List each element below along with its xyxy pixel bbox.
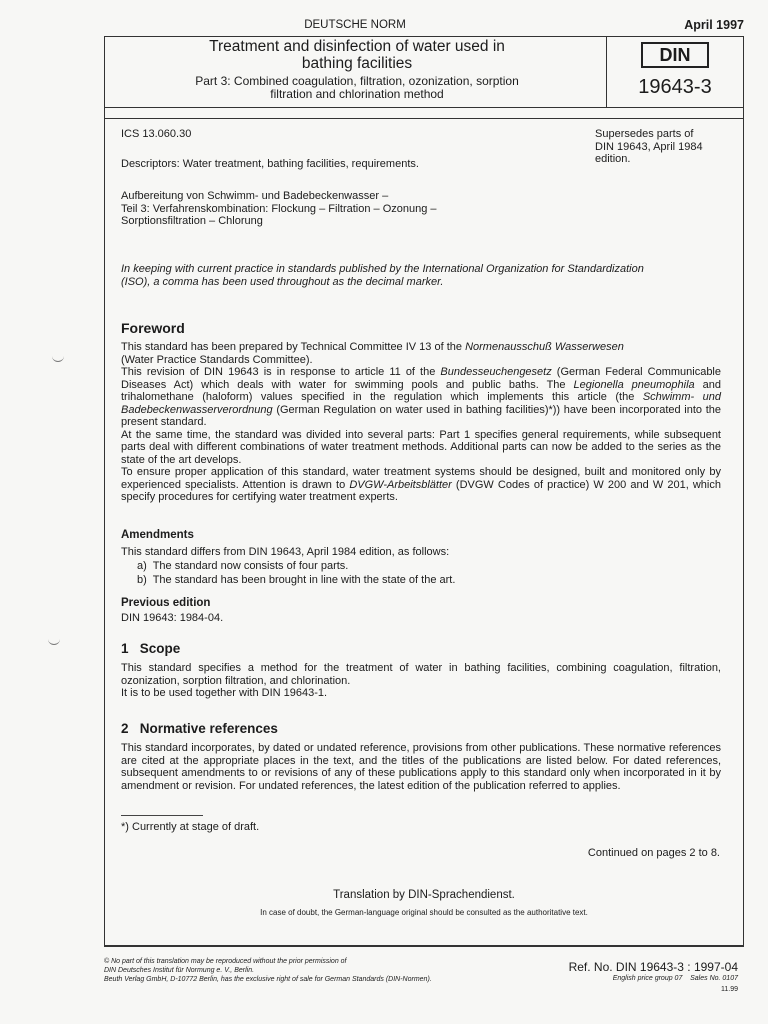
german-line-3: Sorptionsfiltration – Chlorung — [121, 215, 263, 227]
part-line-1: Part 3: Combined coagulation, filtration, ozonization, sorption — [195, 74, 519, 88]
supersedes-line-1: Supersedes parts of — [595, 128, 694, 140]
scope-heading: 1 Scope — [121, 641, 181, 656]
header-underline — [104, 118, 744, 119]
document-title — [110, 38, 604, 72]
price-info: English price group 07 Sales No. 0107 — [612, 975, 738, 982]
print-date-code: 11.99 — [721, 986, 738, 993]
foreword-para-2: This revision of DIN 19643 is in response to article 11 of the Bundesseuchengesetz (German Federal Communicable Diseases Act) which deals with water for swimming pools and public baths. The Legionella pneumophila and trihalomethane (haloform) values specified in the regulation which implements this article (the Schwimm- und Badebeckenwasserverordnung (German Regulation on water used in bathing facilities)*)) have been incorporated into the present standard. — [121, 366, 721, 428]
amendment-item: b) The standard has been brought in line with the state of the art. — [137, 574, 456, 586]
issue-date: April 1997 — [684, 18, 744, 32]
foreword-para-3: At the same time, the standard was divided into several parts: Part 1 specifies general requirements, while subsequent parts deal with different combinations of water treatment methods. Additional parts can now be added to the series as the state of the art develops. — [121, 428, 721, 466]
part-line-2: filtration and chlorination method — [270, 87, 444, 101]
title-line-1: Treatment and disinfection of water used in — [209, 38, 505, 55]
din-number: 19643-3 — [638, 76, 712, 98]
german-title — [121, 190, 437, 228]
punch-hole-top — [52, 355, 64, 362]
translation-credit: Translation by DIN-Sprachendienst. — [333, 889, 515, 901]
amendments-heading: Amendments — [121, 529, 194, 541]
frame-bottom-line — [104, 946, 744, 947]
footnote: *) Currently at stage of draft. — [121, 821, 260, 833]
continued-note: Continued on pages 2 to 8. — [587, 847, 720, 859]
normative-text: This standard incorporates, by dated or undated reference, provisions from other publications. These normative references are cited at the appropriate places in the text, and the titles of the publications are listed below. For dated references, subsequent amendments to or revisions of any of these publications apply to this standard only when incorporated in it by amendment or revision. For undated references, the latest edition of the publication referred to applies. — [121, 742, 721, 792]
scope-para-1: This standard specifies a method for the treatment of water in bathing facilities, combining coagulation, filtration, ozonization, sorption filtration, and chlorination. — [121, 662, 721, 687]
previous-edition-text: DIN 19643: 1984-04. — [121, 612, 224, 624]
doubt-note: In case of doubt, the German-language original should be consulted as the authoritative text. — [260, 908, 588, 917]
punch-hole-bottom — [48, 638, 60, 645]
supersedes-note — [595, 128, 740, 166]
scope-para-2: It is to be used together with DIN 19643-1. — [121, 687, 328, 699]
supersedes-line-2: DIN 19643, April 1984 — [595, 140, 703, 153]
iso-note-line-2: (ISO), a comma has been used throughout as the decimal marker. — [121, 275, 444, 288]
foreword-body — [121, 341, 721, 504]
german-line-1: Aufbereitung von Schwimm- und Badebeckenwasser – — [121, 190, 389, 202]
copyright-note — [104, 957, 524, 984]
reference-number: Ref. No. DIN 19643-3 : 1997-04 — [568, 960, 738, 974]
copyright-line-1: © No part of this translation may be reproduced without the prior permission of — [104, 958, 347, 965]
header-divider — [606, 36, 607, 108]
scope-text — [121, 662, 721, 700]
foreword-heading: Foreword — [121, 320, 185, 336]
supersedes-line-3: edition. — [595, 153, 631, 165]
descriptors: Descriptors: Water treatment, bathing facilities, requirements. — [121, 158, 419, 170]
ics-code: ICS 13.060.30 — [121, 128, 192, 140]
normative-heading: 2 Normative references — [121, 721, 278, 736]
amendments-intro: This standard differs from DIN 19643, April 1984 edition, as follows: — [121, 546, 450, 558]
copyright-line-2: DIN Deutsches Institut für Normung e. V., Berlin. — [104, 967, 255, 974]
iso-decimal-note — [121, 263, 741, 288]
din-logo — [641, 42, 709, 68]
amendment-item: a) The standard now consists of four parts. — [137, 560, 349, 572]
previous-edition-heading: Previous edition — [121, 597, 211, 609]
foreword-para-1: This standard has been prepared by Technical Committee IV 13 of the Normenausschuß Wasserwesen (Water Practice Standards Committee). — [121, 341, 624, 366]
iso-note-line-1: In keeping with current practice in standards published by the International Organization for Standardization — [121, 263, 644, 275]
title-line-2: bathing facilities — [301, 55, 413, 72]
copyright-line-3: Beuth Verlag GmbH, D-10772 Berlin, has the exclusive right of sale for German Standards (DIN-Normen). — [104, 976, 432, 983]
footnote-rule — [121, 815, 203, 816]
din-logo-text: DIN — [659, 45, 691, 65]
norm-label: DEUTSCHE NORM — [304, 19, 406, 31]
german-line-2: Teil 3: Verfahrenskombination: Flockung – Filtration – Ozonung – — [121, 202, 437, 215]
part-title — [110, 75, 604, 101]
foreword-para-4: To ensure proper application of this standard, water treatment systems should be designed, built and monitored only by experienced specialists. Attention is drawn to DVGW-Arbeitsblätter (DVGW Codes of practice) W 200 and W 201, which specify procedures for certifying water treatment experts. — [121, 466, 721, 503]
